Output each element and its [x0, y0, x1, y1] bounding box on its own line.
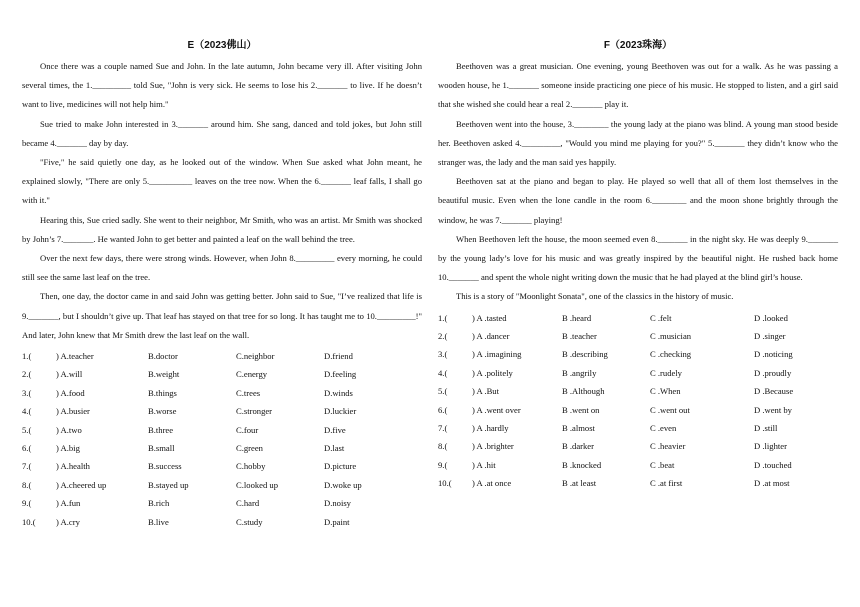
- option-a: ) A.big: [56, 443, 80, 454]
- question-row: [438, 345, 838, 363]
- question-row: [438, 382, 838, 400]
- option-a: ) A.two: [56, 424, 82, 435]
- option-b: B.live: [148, 516, 169, 527]
- option-a: ) A.fun: [56, 498, 81, 509]
- passage-f-text: [438, 57, 838, 307]
- option-c: C.looked up: [236, 479, 279, 490]
- option-d: D.noisy: [324, 498, 351, 509]
- option-d: D .noticing: [754, 349, 793, 360]
- option-d: D.last: [324, 443, 345, 454]
- option-b: B .knocked: [562, 459, 602, 470]
- question-number: 8.(: [438, 441, 448, 452]
- question-number: 1.(: [22, 351, 32, 362]
- question-row: [438, 456, 838, 474]
- option-a: ) A.cheered up: [56, 479, 107, 490]
- question-row: [22, 421, 422, 439]
- question-number: 7.(: [438, 423, 448, 434]
- question-number: 1.(: [438, 312, 448, 323]
- question-number: 8.(: [22, 479, 32, 490]
- option-a: ) A .politely: [472, 367, 513, 378]
- question-row: [438, 401, 838, 419]
- option-a: ) A .But: [472, 386, 499, 397]
- question-number: 2.(: [438, 331, 448, 342]
- question-row: [438, 419, 838, 437]
- option-b: B.success: [148, 461, 182, 472]
- option-a: ) A .brighter: [472, 441, 514, 452]
- question-number: 2.(: [22, 369, 32, 380]
- option-b: B.doctor: [148, 351, 178, 362]
- option-d: D.woke up: [324, 479, 362, 490]
- option-b: B .went on: [562, 404, 600, 415]
- option-d: D.winds: [324, 387, 353, 398]
- question-row: [22, 365, 422, 383]
- passage-e-questions: [22, 347, 422, 531]
- option-c: C.energy: [236, 369, 268, 380]
- option-d: D.luckier: [324, 406, 357, 417]
- paragraph: Over the next few days, there were strong winds. However, when John 8._________ every morning, he could still see the same last leaf on the tree.: [22, 253, 422, 283]
- passage-f-column: [438, 36, 838, 493]
- option-c: C .felt: [650, 312, 672, 323]
- question-row: [22, 439, 422, 457]
- question-row: [438, 309, 838, 327]
- option-a: ) A.busier: [56, 406, 90, 417]
- paragraph: Beethoven sat at the piano and began to play. He played so well that all of them lost themselves in the beautiful music. Even when the lone candle in the room 6.________ and the moon shone brightly through the window, he was 7._______ playing!: [438, 176, 838, 225]
- question-row: [438, 327, 838, 345]
- passage-f-title: F（2023珠海）: [603, 40, 673, 51]
- option-a: ) A.health: [56, 461, 90, 472]
- option-b: B .teacher: [562, 331, 597, 342]
- question-row: [22, 494, 422, 512]
- option-b: B .describing: [562, 349, 608, 360]
- option-c: C.green: [236, 443, 263, 454]
- option-b: B .angrily: [562, 367, 597, 378]
- paragraph: "Five," he said quietly one day, as he looked out of the window. When Sue asked what John meant, he explained slowly, "There are only 5.__________ leaves on the tree now. When the 6._______ leaf falls, I shall go with it.": [22, 157, 422, 206]
- question-number: 4.(: [22, 406, 32, 417]
- question-number: 5.(: [22, 424, 32, 435]
- option-d: D.feeling: [324, 369, 357, 380]
- option-a: ) A .hardly: [472, 423, 509, 434]
- option-c: C .heavier: [650, 441, 686, 452]
- option-d: D.five: [324, 424, 346, 435]
- option-c: C.hobby: [236, 461, 266, 472]
- option-a: ) A .hit: [472, 459, 496, 470]
- option-a: ) A .tasted: [472, 312, 507, 323]
- question-number: 6.(: [438, 404, 448, 415]
- option-c: C.neighbor: [236, 351, 275, 362]
- option-c: C.stronger: [236, 406, 273, 417]
- passage-f-questions: [438, 309, 838, 493]
- option-d: D .singer: [754, 331, 786, 342]
- option-a: ) A.will: [56, 369, 83, 380]
- option-b: B.rich: [148, 498, 170, 509]
- option-a: ) A .imagining: [472, 349, 522, 360]
- option-d: D .lighter: [754, 441, 787, 452]
- option-d: D .touched: [754, 459, 792, 470]
- paragraph: Beethoven went into the house, 3.________ the young lady at the piano was blind. A young man stood beside her. Beethoven asked 4._________, "Would you mind me playing for you?" 5._______ they didn’t know who the stranger was, the lady and the man said yes happily.: [438, 118, 838, 168]
- paragraph: Sue tried to make John interested in 3._______ around him. She sang, danced and told jokes, but John still became 4._______ day by day.: [22, 118, 422, 148]
- question-number: 7.(: [22, 461, 32, 472]
- question-number: 10.(: [438, 478, 452, 489]
- question-number: 9.(: [438, 459, 448, 470]
- option-b: B .at least: [562, 478, 597, 489]
- option-b: B.small: [148, 443, 175, 454]
- paragraph: Once there was a couple named Sue and John. In the late autumn, John became very ill. After visiting John several times, the 1._________ told Sue, "John is very sick. He seems to lose his 2._______ to live. If he doesn’t want to live, medicines will not help him.": [22, 61, 422, 110]
- question-row: [22, 457, 422, 475]
- question-row: [22, 476, 422, 494]
- question-row: [22, 347, 422, 365]
- option-a: ) A.food: [56, 387, 85, 398]
- question-row: [438, 437, 838, 455]
- option-a: ) A.teacher: [56, 351, 94, 362]
- option-d: D .proudly: [754, 367, 792, 378]
- option-c: C.hard: [236, 498, 260, 509]
- question-number: 10.(: [22, 516, 36, 527]
- question-row: [438, 364, 838, 382]
- passage-e-text: [22, 57, 422, 345]
- question-number: 9.(: [22, 498, 32, 509]
- option-b: B .darker: [562, 441, 594, 452]
- option-d: D.friend: [324, 351, 353, 362]
- question-number: 3.(: [438, 349, 448, 360]
- option-c: C.four: [236, 424, 259, 435]
- option-a: ) A .went over: [472, 404, 521, 415]
- option-b: B.three: [148, 424, 174, 435]
- question-row: [438, 474, 838, 492]
- paragraph: This is a story of "Moonlight Sonata", one of the classics in the history of music.: [456, 291, 734, 302]
- option-c: C .even: [650, 423, 677, 434]
- paragraph: Beethoven was a great musician. One evening, young Beethoven was out for a walk. As he was passing a wooden house, he 1._______ someone inside practicing one piece of his music. He stopped to listen, and a girl said that she wished she could hear a real 2._______ play it.: [438, 61, 838, 110]
- paragraph: When Beethoven left the house, the moon seemed even 8._______ in the night sky. He was deeply 9._______ by the young lady’s love for his music and was greatly inspired by the beautiful night. He rushed back home 10._______ and spent the whole night writing down the music that he had played at the blind girl’s house.: [438, 233, 838, 283]
- question-number: 4.(: [438, 367, 448, 378]
- option-c: C.study: [236, 516, 263, 527]
- option-a: ) A .dancer: [472, 331, 510, 342]
- passage-e-title: E（2023佛山）: [187, 40, 257, 51]
- option-b: B.worse: [148, 406, 177, 417]
- option-a: ) A.cry: [56, 516, 80, 527]
- option-b: B .heard: [562, 312, 592, 323]
- paragraph: Hearing this, Sue cried sadly. She went to their neighbor, Mr Smith, who was an artist. Mr Smith was shocked by John’s 7._______. He wanted John to get better and painted a leaf on the wall behind the tree.: [22, 214, 422, 244]
- question-row: [22, 384, 422, 402]
- option-a: ) A .at once: [472, 478, 512, 489]
- option-d: D .still: [754, 423, 778, 434]
- question-number: 3.(: [22, 387, 32, 398]
- option-c: C .musician: [650, 331, 692, 342]
- option-c: C .When: [650, 386, 681, 397]
- option-d: D.picture: [324, 461, 357, 472]
- question-number: 6.(: [22, 443, 32, 454]
- option-b: B.stayed up: [148, 479, 189, 490]
- option-c: C .checking: [650, 349, 692, 360]
- option-b: B .Although: [562, 386, 605, 397]
- option-d: D .looked: [754, 312, 788, 323]
- passage-e-column: [22, 36, 422, 531]
- option-d: D .Because: [754, 386, 794, 397]
- option-c: C .rudely: [650, 367, 682, 378]
- question-row: [22, 402, 422, 420]
- option-b: B.weight: [148, 369, 180, 380]
- option-c: C .at first: [650, 478, 683, 489]
- option-c: C .went out: [650, 404, 690, 415]
- option-c: C .beat: [650, 459, 675, 470]
- question-row: [22, 513, 422, 531]
- option-b: B.things: [148, 387, 177, 398]
- option-b: B .almost: [562, 423, 595, 434]
- option-d: D .went by: [754, 404, 792, 415]
- paragraph: Then, one day, the doctor came in and said John was getting better. John said to Sue, "I’ve realized that life is 9._______, but I shouldn’t give up. That leaf has stayed on that tree for so long. It has taught me to 10._________!" And later, John knew that Mr Smith drew the last leaf on the wall.: [22, 291, 422, 340]
- option-c: C.trees: [236, 387, 261, 398]
- option-d: D.paint: [324, 516, 350, 527]
- question-number: 5.(: [438, 386, 448, 397]
- option-d: D .at most: [754, 478, 790, 489]
